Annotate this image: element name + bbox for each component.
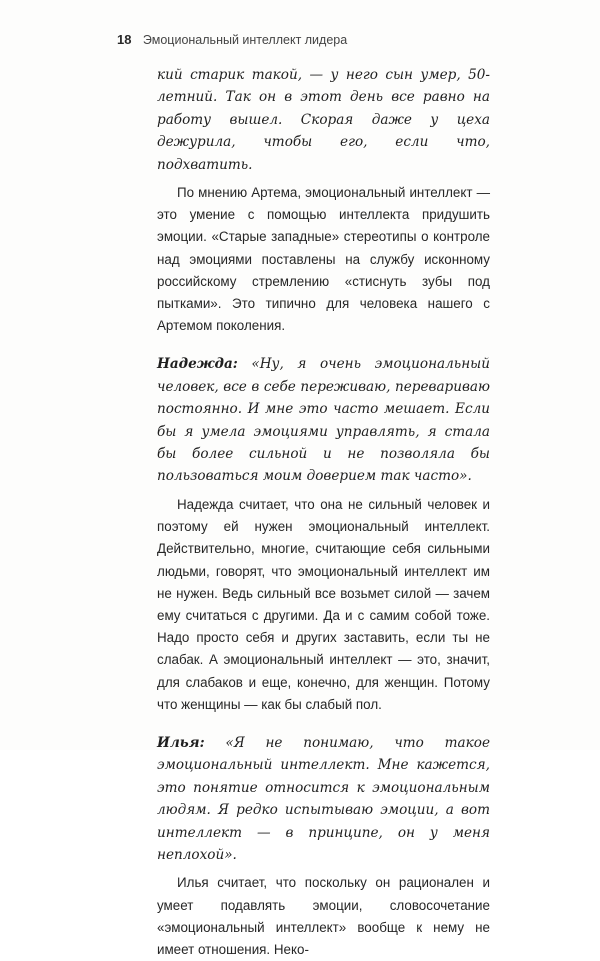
quote-text: кий старик такой, — у него сын умер, 50-летний. Так он в этот день все равно на работу вышел. Скорая даже у цеха дежурила, чтобы его, если что, подхватить. [157, 67, 490, 173]
page-body [157, 64, 490, 961]
quote-text: «Я не понимаю, что такое эмоциональный интеллект. Мне кажется, это понятие относится к эмоциональным людям. Я редко испытываю эмоции, а вот интеллект — в принципе, он у меня неплохой». [157, 734, 490, 863]
speaker-name: Илья: [157, 734, 205, 751]
quote-block [157, 64, 490, 176]
page-number: 18 [117, 32, 132, 47]
running-head [117, 31, 517, 49]
book-title: Эмоциональный интеллект лидера [142, 33, 348, 47]
quote-block [157, 353, 490, 487]
body-paragraph: По мнению Артема, эмоциональный интеллект — это умение с помощью интеллекта придушить эмоции. «Старые западные» стереотипы о контроле над эмоциями поставлены на службу исконному российскому стремлению «стиснуть зубы под пытками». Это типично для человека нашего с Артемом поколения. [157, 185, 490, 334]
speaker-name: Надежда: [157, 356, 238, 373]
body-paragraph: Надежда считает, что она не сильный человек и поэтому ей нужен эмоциональный интеллект. Действительно, многие, считающие себя сильными людьми, говорят, что эмоциональный интеллект им не нужен. Ведь сильный все возьмет силой — зачем ему считаться с другими. Да и с самим собой тоже. Надо просто себя и других заставить, если ты не слабак. А эмоциональный интеллект — это, значит, для слабаков и еще, конечно, для женщин. Потому что женщины — как бы слабый пол. [157, 496, 490, 712]
quote-text: «Ну, я очень эмоциональный человек, все в себе переживаю, перевариваю постоянно. И мне это часто мешает. Если бы я умела эмоциями управлять, я стала бы более сильной и не позволяла бы пользоваться моим доверием так часто». [157, 356, 490, 485]
quote-block [157, 732, 490, 866]
body-paragraph: Илья считает, что поскольку он рационален и умеет подавлять эмоции, словосочетание «эмоциональный интеллект» вообще к нему не имеет отношения. Неко- [157, 875, 490, 957]
